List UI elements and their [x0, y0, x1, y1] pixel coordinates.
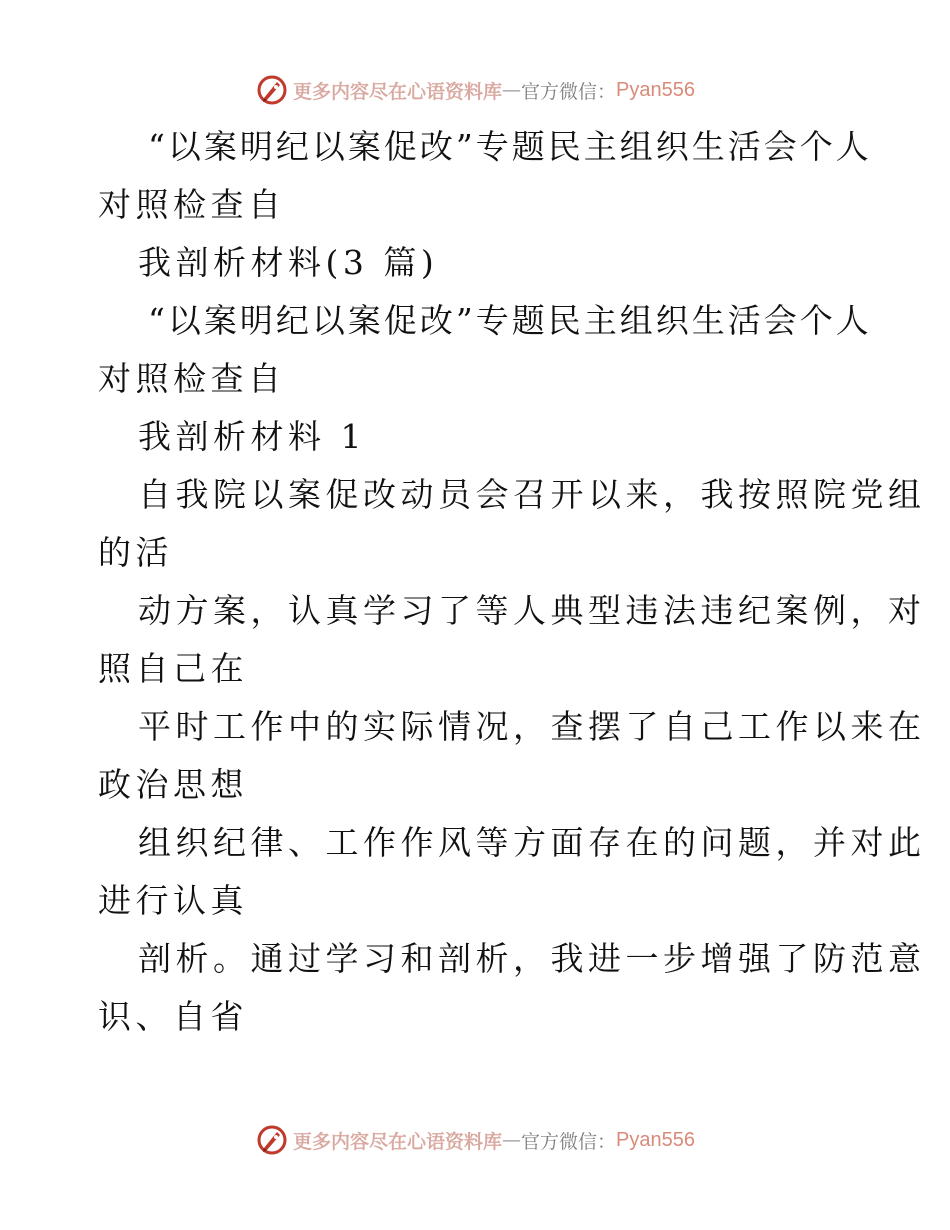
body-line: 自我院以案促改动员会召开以来，我按照院党组 — [138, 475, 926, 514]
wechat-label: 官方微信： — [521, 1130, 617, 1153]
body-line: 对照检查自 — [98, 185, 286, 224]
body-line: 剖析。通过学习和剖析，我进一步增强了防范意 — [138, 939, 926, 978]
body-line: 识、自省 — [98, 997, 248, 1036]
wechat-id: Pyan556 — [616, 1128, 695, 1151]
body-line: 动方案，认真学习了等人典型违法违纪案例，对 — [138, 591, 926, 630]
body-line: 进行认真 — [98, 881, 248, 920]
body-line: “以案明纪以案促改”专题民主组织生活会个人 — [148, 127, 872, 166]
body-line: 平时工作中的实际情况，查摆了自己工作以来在 — [138, 707, 926, 746]
body-line: 的活 — [98, 533, 173, 572]
body-line: 政治思想 — [98, 765, 248, 804]
body-line: 对照检查自 — [98, 359, 286, 398]
brand-separator: — — [502, 79, 522, 101]
header-watermark — [0, 70, 950, 110]
brand-name: 更多内容尽在心语资料库 — [293, 1130, 503, 1153]
wechat-label: 官方微信： — [521, 80, 617, 103]
body-line: 我剖析材料(3 篇) — [138, 243, 439, 282]
body-line: 组织纪律、工作作风等方面存在的问题，并对此 — [138, 823, 926, 862]
body-line: “以案明纪以案促改”专题民主组织生活会个人 — [148, 301, 872, 340]
brand-name: 更多内容尽在心语资料库 — [293, 80, 503, 103]
document-body — [98, 118, 926, 1046]
footer-watermark — [0, 1120, 950, 1160]
pen-circle-logo-icon — [255, 1123, 289, 1157]
wechat-id: Pyan556 — [616, 78, 695, 101]
body-line: 照自己在 — [98, 649, 248, 688]
pen-circle-logo-icon — [255, 73, 289, 107]
body-line: 我剖析材料 1 — [138, 417, 366, 456]
brand-separator: — — [502, 1129, 522, 1151]
